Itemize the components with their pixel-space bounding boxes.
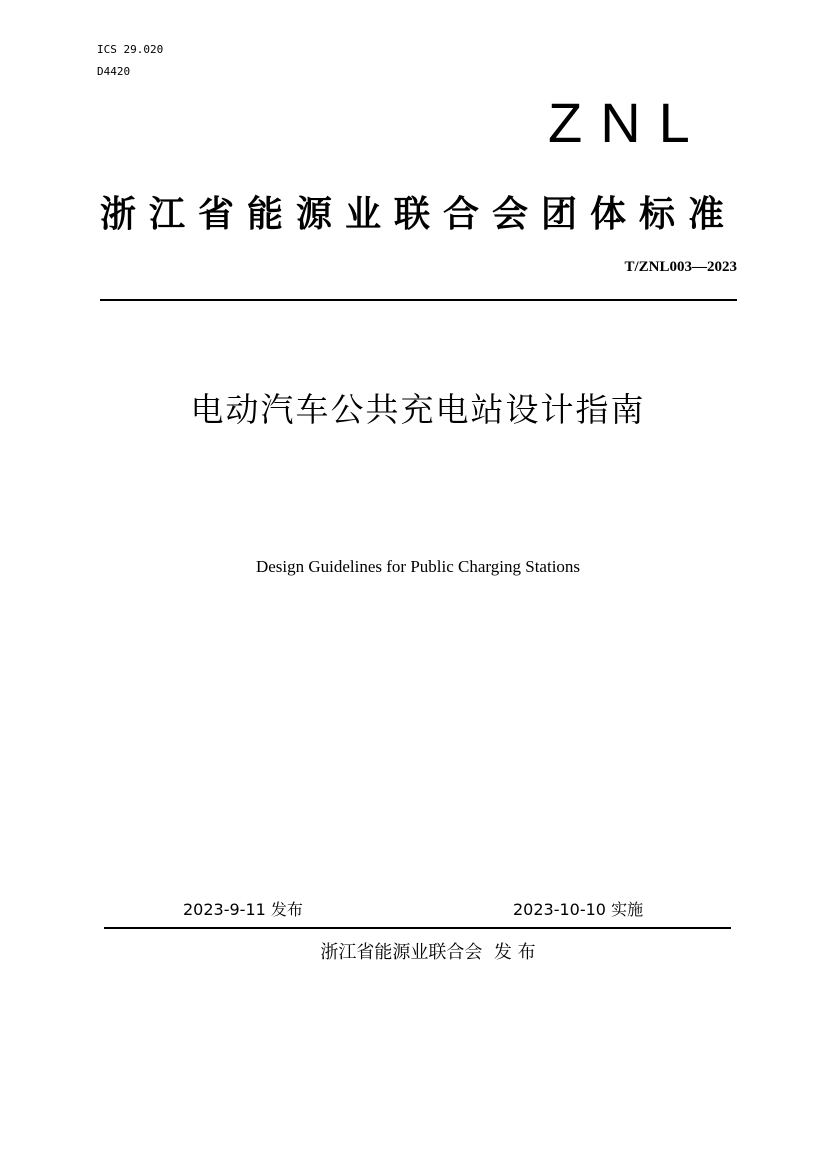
standard-logo: ZNL bbox=[548, 91, 708, 154]
document-title-chinese: 电动汽车公共充电站设计指南 bbox=[190, 390, 646, 429]
standard-number: T/ZNL003—2023 bbox=[624, 259, 737, 275]
implementation-date: 2023-10-10 实施 bbox=[513, 900, 644, 919]
publish-date: 2023-9-11 发布 bbox=[183, 900, 303, 919]
document-title-english: Design Guidelines for Public Charging Stations bbox=[255, 557, 581, 576]
publisher: 浙江省能源业联合会 发 布 bbox=[320, 942, 536, 963]
organization-title: 浙江省能源业联合会团体标准 bbox=[100, 194, 738, 235]
ics-code: ICS 29.020 bbox=[97, 43, 164, 56]
top-divider bbox=[100, 299, 737, 301]
bottom-divider bbox=[104, 927, 731, 929]
ccs-code: D4420 bbox=[97, 65, 131, 78]
